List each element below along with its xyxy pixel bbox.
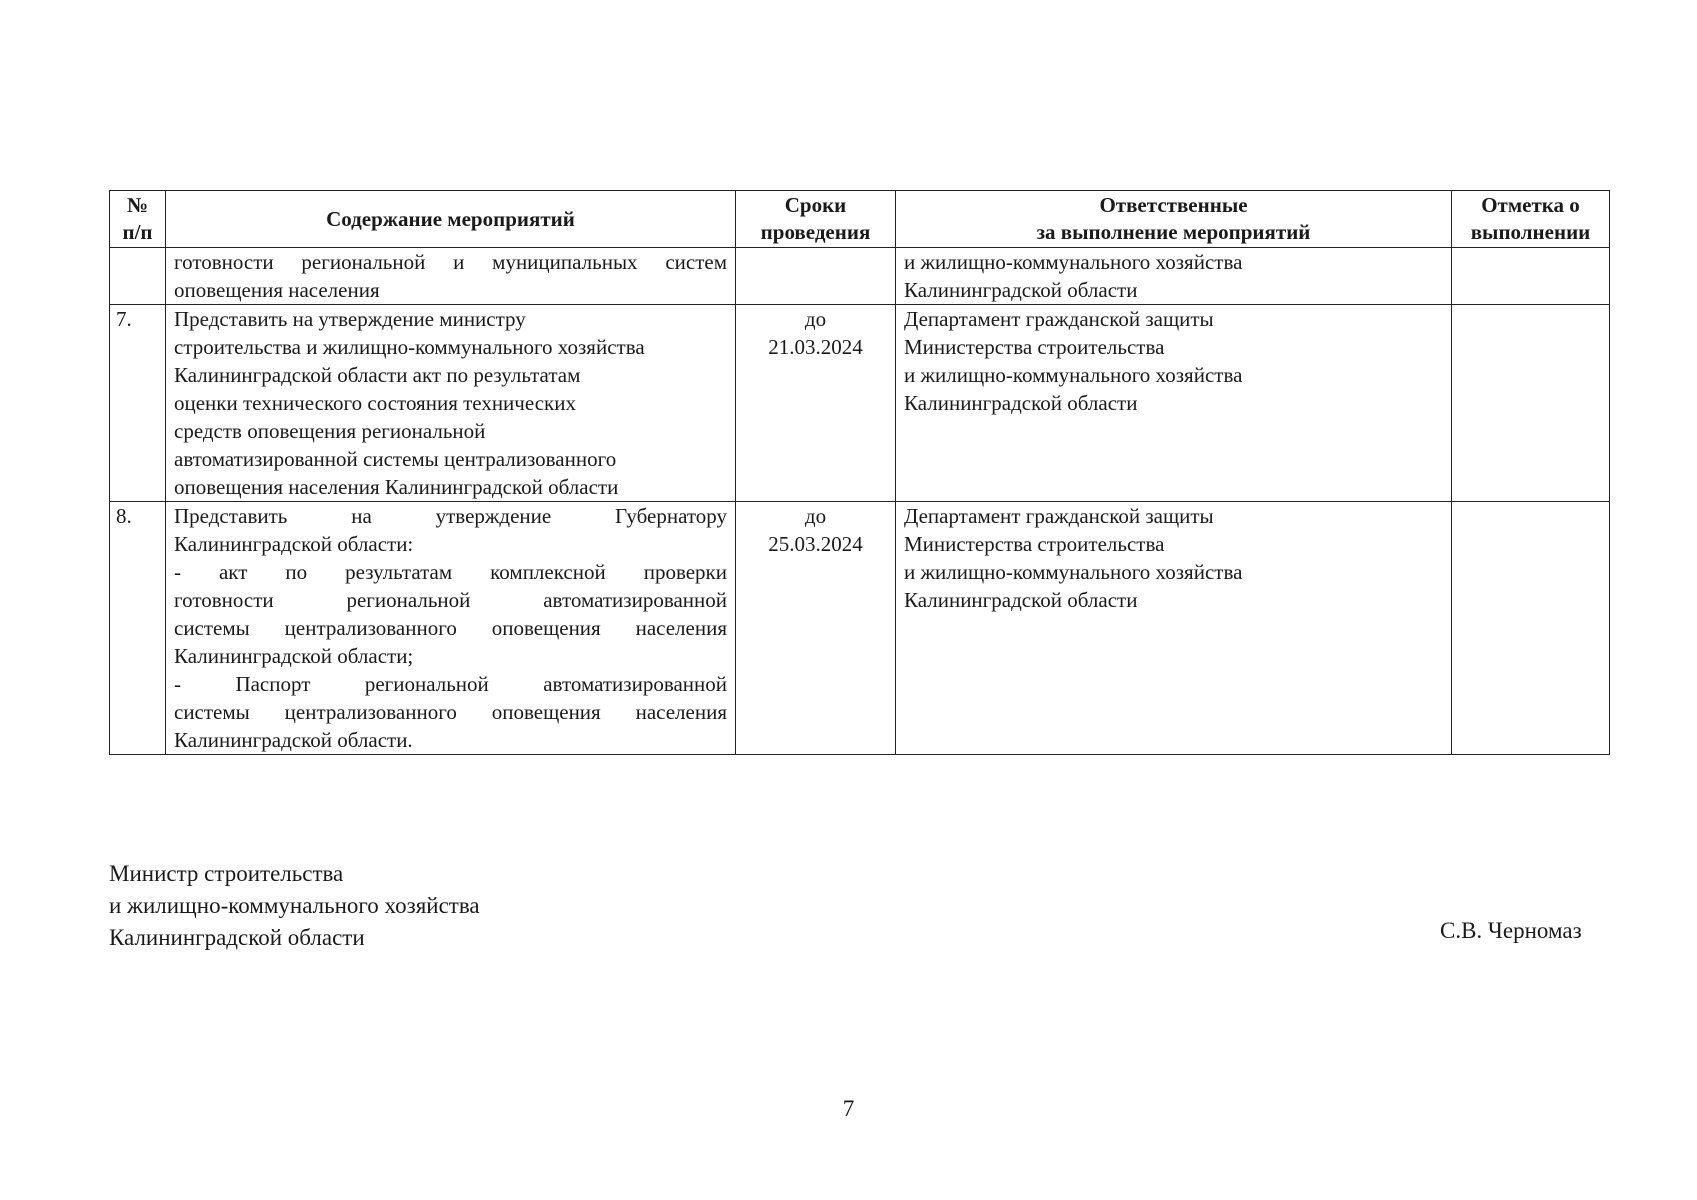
header-responsible	[896, 191, 1452, 248]
header-responsible-line1: Ответственные	[1099, 193, 1248, 217]
row-content	[166, 502, 736, 755]
responsible-line: Департамент гражданской защиты	[904, 307, 1214, 331]
signer-name: С.В. Черномаз	[1440, 918, 1582, 943]
signature-block	[109, 858, 480, 954]
row-content	[166, 248, 736, 305]
table-row	[110, 305, 1610, 502]
responsible-line: и жилищно-коммунального хозяйства	[904, 363, 1243, 387]
header-mark-line2: выполнении	[1470, 220, 1591, 244]
content-line: системы централизованного оповещения населения	[174, 616, 727, 640]
responsible-line: Департамент гражданской защиты	[904, 504, 1214, 528]
date-line: 25.03.2024	[768, 532, 863, 556]
header-mark-line1: Отметка о	[1481, 193, 1580, 217]
header-date-line1: Сроки	[784, 193, 847, 217]
content-line: Представить на утверждение Губернатору	[174, 504, 727, 528]
table-row	[110, 502, 1610, 755]
measures-table	[109, 190, 1610, 755]
content-line: системы централизованного оповещения населения	[174, 700, 727, 724]
header-mark	[1452, 191, 1610, 248]
row-mark	[1452, 248, 1610, 305]
content-line: строительства и жилищно-коммунального хозяйства	[174, 335, 645, 359]
row-date	[736, 305, 896, 502]
date-line: до	[804, 307, 827, 331]
responsible-line: Калининградской области	[904, 588, 1138, 612]
date-line: до	[804, 504, 827, 528]
content-line: средств оповещения региональной	[174, 419, 486, 443]
row-responsible	[896, 502, 1452, 755]
signer-position-line: Калининградской области	[109, 925, 365, 950]
responsible-line: и жилищно-коммунального хозяйства	[904, 560, 1243, 584]
date-line: 21.03.2024	[768, 335, 863, 359]
row-content	[166, 305, 736, 502]
content-line: автоматизированной системы централизованного	[174, 447, 617, 471]
header-date	[736, 191, 896, 248]
signer-position-line: Министр строительства	[109, 861, 344, 886]
responsible-line: и жилищно-коммунального хозяйства	[904, 250, 1243, 274]
responsible-line: Министерства строительства	[904, 335, 1165, 359]
row-num	[110, 248, 166, 305]
header-num-line2: п/п	[122, 220, 153, 244]
responsible-line: Калининградской области	[904, 278, 1138, 302]
row-mark	[1452, 305, 1610, 502]
content-line: - акт по результатам комплексной проверки	[174, 560, 727, 584]
header-num	[110, 191, 166, 248]
content-line: оценки технического состояния технических	[174, 391, 576, 415]
row-responsible	[896, 248, 1452, 305]
header-num-line1: №	[126, 193, 149, 217]
content-line: Калининградской области:	[174, 532, 414, 556]
responsible-line: Министерства строительства	[904, 532, 1165, 556]
row-date	[736, 248, 896, 305]
responsible-line: Калининградской области	[904, 391, 1138, 415]
content-line: Калининградской области;	[174, 644, 414, 668]
content-line: - Паспорт региональной автоматизированной	[174, 672, 727, 696]
header-date-line2: проведения	[760, 220, 871, 244]
content-line: готовности региональной автоматизированной	[174, 588, 727, 612]
table-header-row	[110, 191, 1610, 248]
row-mark	[1452, 502, 1610, 755]
header-content: Содержание мероприятий	[166, 191, 736, 248]
row-num: 8.	[110, 502, 166, 755]
content-line: оповещения населения	[174, 278, 380, 302]
row-date	[736, 502, 896, 755]
content-line: Калининградской области акт по результатам	[174, 363, 581, 387]
table-row	[110, 248, 1610, 305]
content-line: готовности региональной и муниципальных систем	[174, 250, 727, 274]
header-responsible-line2: за выполнение мероприятий	[1036, 220, 1311, 244]
page-number: 7	[842, 1096, 855, 1121]
signer-position-line: и жилищно-коммунального хозяйства	[109, 893, 480, 918]
content-line: оповещения населения Калининградской области	[174, 475, 619, 499]
row-responsible	[896, 305, 1452, 502]
content-line: Представить на утверждение министру	[174, 307, 526, 331]
content-line: Калининградской области.	[174, 728, 413, 752]
row-num: 7.	[110, 305, 166, 502]
